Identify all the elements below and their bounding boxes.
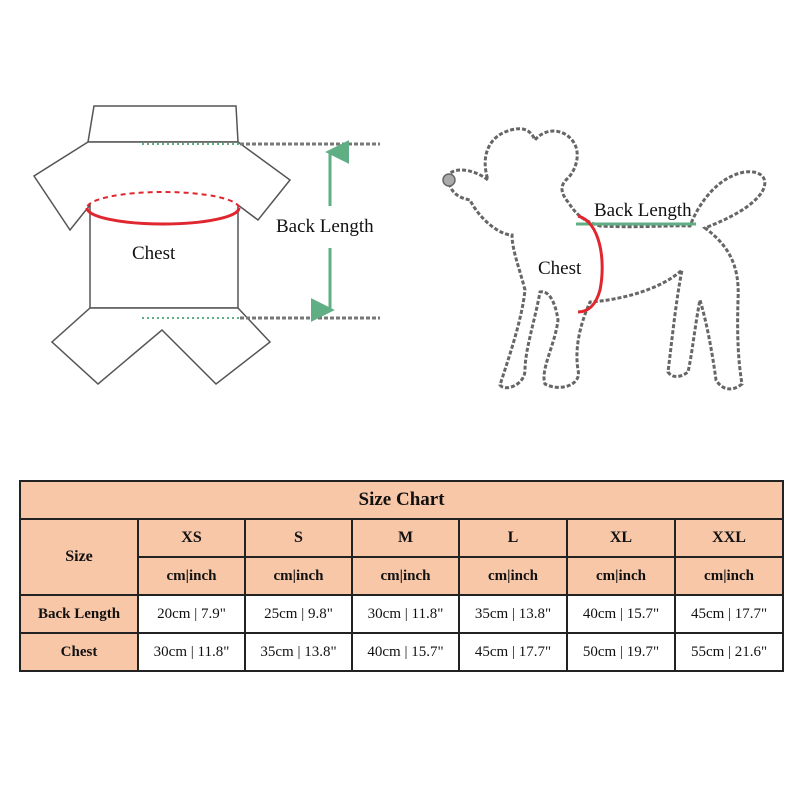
chest-value: 30cm | 11.8" bbox=[138, 633, 245, 671]
chest-value: 55cm | 21.6" bbox=[675, 633, 783, 671]
coat-back-length-label: Back Length bbox=[276, 216, 374, 237]
size-header-m: M bbox=[352, 519, 459, 557]
coat-collar bbox=[88, 106, 238, 142]
unit-cell: cm|inch bbox=[567, 557, 675, 595]
dog-illustration bbox=[443, 129, 765, 389]
size-header-l: L bbox=[459, 519, 567, 557]
unit-cell: cm|inch bbox=[675, 557, 783, 595]
size-chart-table bbox=[19, 480, 784, 672]
dog-outline bbox=[448, 129, 765, 389]
size-header-xxl: XXL bbox=[675, 519, 783, 557]
dog-back-length-label: Back Length bbox=[594, 200, 692, 221]
unit-cell: cm|inch bbox=[138, 557, 245, 595]
coat-bottom bbox=[52, 308, 270, 384]
chest-value: 35cm | 13.8" bbox=[245, 633, 352, 671]
chest-row-label: Chest bbox=[20, 633, 138, 671]
chest-row bbox=[20, 633, 783, 671]
dog-nose bbox=[443, 174, 455, 186]
chest-value: 45cm | 17.7" bbox=[459, 633, 567, 671]
coat-chest-label: Chest bbox=[132, 243, 176, 264]
unit-cell: cm|inch bbox=[352, 557, 459, 595]
back-length-value: 35cm | 13.8" bbox=[459, 595, 567, 633]
size-chart-title: Size Chart bbox=[20, 481, 783, 519]
size-label-cell: Size bbox=[20, 519, 138, 595]
chest-value: 50cm | 19.7" bbox=[567, 633, 675, 671]
back-length-row bbox=[20, 595, 783, 633]
back-length-value: 45cm | 17.7" bbox=[675, 595, 783, 633]
back-length-value: 20cm | 7.9" bbox=[138, 595, 245, 633]
back-length-value: 30cm | 11.8" bbox=[352, 595, 459, 633]
unit-cell: cm|inch bbox=[245, 557, 352, 595]
dog-chest-label: Chest bbox=[538, 258, 582, 279]
size-header-row bbox=[20, 519, 783, 557]
size-header-xs: XS bbox=[138, 519, 245, 557]
back-length-value: 40cm | 15.7" bbox=[567, 595, 675, 633]
back-length-value: 25cm | 9.8" bbox=[245, 595, 352, 633]
back-length-row-label: Back Length bbox=[20, 595, 138, 633]
size-chart-title-row bbox=[20, 481, 783, 519]
unit-cell: cm|inch bbox=[459, 557, 567, 595]
size-header-xl: XL bbox=[567, 519, 675, 557]
coat-illustration bbox=[34, 106, 380, 384]
chest-value: 40cm | 15.7" bbox=[352, 633, 459, 671]
size-header-s: S bbox=[245, 519, 352, 557]
